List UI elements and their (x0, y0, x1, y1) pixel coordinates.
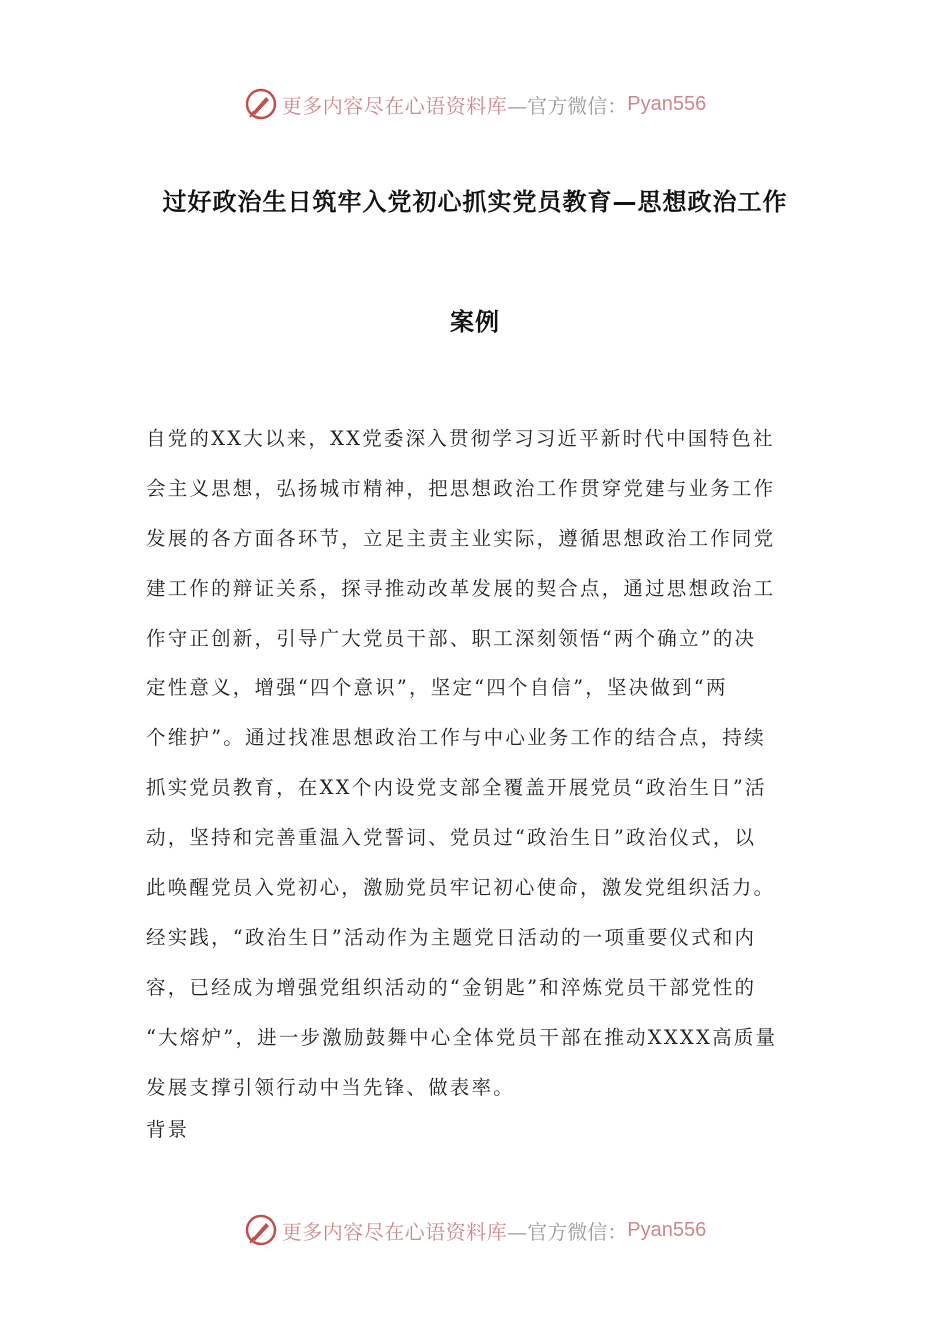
paragraph-line: 会主义思想，弘扬城市精神，把思想政治工作贯穿党建与业务工作 (146, 476, 776, 500)
paragraph-line: 作守正创新，引导广大党员干部、职工深刻领悟“两个确立”的决 (146, 626, 757, 650)
paragraph-line: 此唤醒党员入党初心，激励党员牢记初心使命，激发党组织活力。 (146, 876, 776, 900)
banner-wechat-id: Pyan556 (627, 92, 707, 115)
pen-logo-icon (244, 87, 278, 121)
banner-wechat-label: —官方微信： (507, 1219, 628, 1244)
paragraph-line: 容，已经成为增强党组织活动的“金钥匙”和淬炼党员干部党性的 (146, 975, 757, 999)
body-paragraph (146, 414, 806, 1112)
section-heading: 背景 (146, 1118, 190, 1141)
paragraph-line: 自党的XX大以来，XX党委深入贯彻学习习近平新时代中国特色社 (146, 427, 775, 450)
paragraph-line: 建工作的辩证关系，探寻推动改革发展的契合点，通过思想政治工 (146, 576, 776, 600)
banner-wechat-id: Pyan556 (627, 1218, 707, 1241)
pen-logo-icon (244, 1213, 278, 1247)
paragraph-line: 抓实党员教育，在XX个内设党支部全覆盖开展党员“政治生日”活 (146, 776, 767, 800)
paragraph-line: 个维护”。通过找准思想政治工作与中心业务工作的结合点，持续 (146, 726, 766, 750)
document-title-line-2: 案例 (450, 308, 500, 336)
paragraph-line: 发展的各方面各环节，立足主责主业实际，遵循思想政治工作同党 (146, 526, 776, 550)
paragraph-line: 发展支撑引领行动中当先锋、做表率。 (146, 1075, 515, 1099)
paragraph-line: 经实践，“政治生日”活动作为主题党日活动的一项重要仪式和内 (146, 925, 757, 949)
banner-site-text: 更多内容尽在心语资料库 (281, 93, 508, 118)
paragraph-line: 定性意义，增强“四个意识”，坚定“四个自信”，坚决做到“两 (146, 676, 728, 700)
footer-banner (0, 1208, 950, 1252)
paragraph-line: “大熔炉”，进一步激励鼓舞中心全体党员干部在推动XXXX高质量 (146, 1025, 778, 1049)
banner-wechat-label: —官方微信： (507, 93, 628, 118)
document-title-line-1: 过好政治生日筑牢入党初心抓实党员教育—思想政治工作 (162, 188, 788, 216)
header-banner (0, 82, 950, 126)
banner-site-text: 更多内容尽在心语资料库 (281, 1219, 508, 1244)
paragraph-line: 动，坚持和完善重温入党誓词、党员过“政治生日”政治仪式，以 (146, 826, 757, 850)
